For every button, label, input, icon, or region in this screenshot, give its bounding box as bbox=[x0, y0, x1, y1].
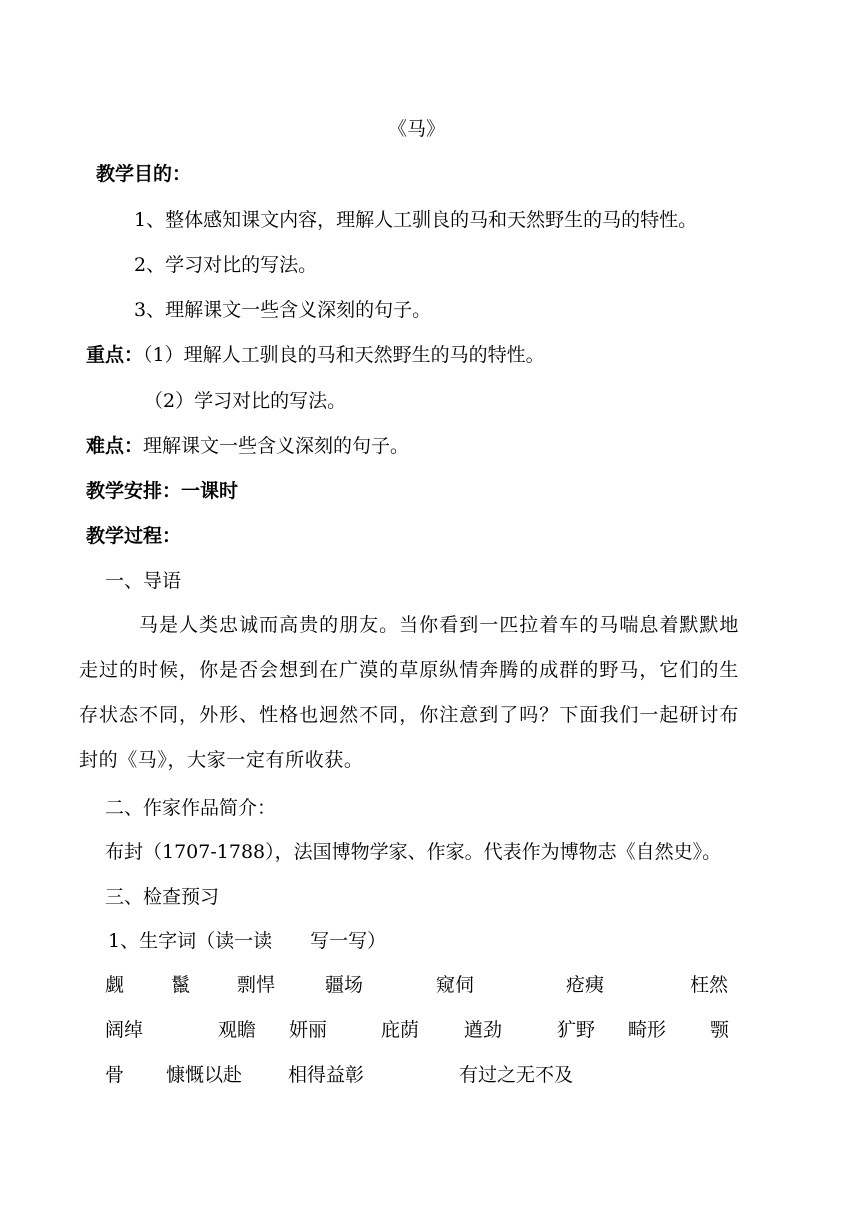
vocab-word: 窥伺 bbox=[436, 974, 475, 996]
process-heading: 教学过程： bbox=[86, 525, 182, 547]
objective-item: 3、理解课文一些含义深刻的句子。 bbox=[134, 299, 432, 321]
objective-item: 1、整体感知课文内容，理解人工驯良的马和天然野生的马的特性。 bbox=[134, 209, 698, 231]
vocab-word: 阔绰 bbox=[105, 1019, 144, 1041]
vocab-word: 鬣 bbox=[171, 974, 191, 996]
vocab-word: 颚 bbox=[710, 1019, 730, 1041]
arrangement: 教学安排：一课时 bbox=[86, 480, 239, 502]
difficulty-text: 理解课文一些含义深刻的句子。 bbox=[143, 435, 410, 457]
difficulty-label: 难点： bbox=[86, 435, 144, 457]
vocab-word: 骨 bbox=[105, 1064, 125, 1086]
key-point-item: （1）理解人工驯良的马和天然野生的马的特性。 bbox=[143, 344, 545, 366]
key-points bbox=[86, 343, 545, 367]
key-points-label: 重点： bbox=[86, 344, 144, 366]
vocab-word: 觑 bbox=[105, 974, 125, 996]
intro-heading: 一、导语 bbox=[105, 570, 182, 592]
vocab-word: 犷野 bbox=[557, 1019, 596, 1041]
preview-heading: 三、检查预习 bbox=[105, 886, 220, 908]
vocab-word: 畸形 bbox=[628, 1019, 667, 1041]
vocab-word: 慷慨以赴 bbox=[166, 1064, 243, 1086]
vocab-word: 庇荫 bbox=[381, 1019, 420, 1041]
intro-paragraph: 马是人类忠诚而高贵的朋友。当你看到一匹拉着车的马喘息着默默地走过的时候，你是否会想到在广漠的草原纵情奔腾的成群的野马，它们的生存状态不同，外形、性格也迥然不同，你注意到了吗？下面我们一起研讨布封的《马》，大家一定有所收获。 bbox=[79, 614, 739, 771]
page-title: 《马》 bbox=[388, 118, 446, 140]
difficulty bbox=[86, 434, 409, 458]
vocab-word: 相得益彰 bbox=[288, 1064, 365, 1086]
key-point-item: （2）学习对比的写法。 bbox=[144, 390, 347, 412]
vocab-word: 疆场 bbox=[325, 974, 364, 996]
author-heading: 二、作家作品简介： bbox=[105, 797, 277, 819]
vocab-word: 剽悍 bbox=[237, 974, 276, 996]
vocab-word: 枉然 bbox=[690, 974, 729, 996]
vocab-word: 疮痍 bbox=[566, 974, 605, 996]
vocab-word: 观瞻 bbox=[218, 1019, 257, 1041]
objectives-heading: 教学目的： bbox=[96, 163, 192, 185]
vocab-word: 有过之无不及 bbox=[459, 1064, 574, 1086]
vocab-word: 遒劲 bbox=[464, 1019, 503, 1041]
vocab-heading: 1、生字词（读一读 写一写） bbox=[108, 930, 387, 952]
vocab-word: 妍丽 bbox=[289, 1019, 328, 1041]
author-text: 布封（1707-1788），法国博物学家、作家。代表作为博物志《自然史》。 bbox=[105, 841, 722, 863]
objective-item: 2、学习对比的写法。 bbox=[134, 254, 318, 276]
